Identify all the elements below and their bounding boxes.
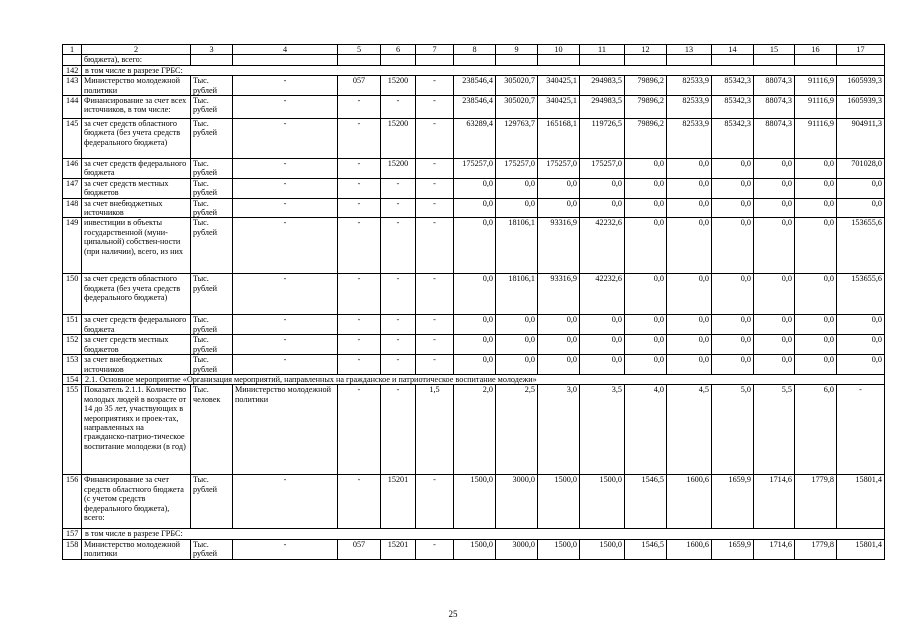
- row-number: 149: [63, 218, 82, 274]
- value-cell: 0,0: [712, 315, 754, 335]
- value-cell: 1500,0: [454, 475, 496, 529]
- value-cell: 0,0: [795, 355, 837, 375]
- value-cell: 18106,1: [496, 218, 538, 274]
- responsible-cell: -: [233, 178, 338, 198]
- value-cell: 2,0: [454, 385, 496, 475]
- value-cell: 0,0: [754, 274, 795, 315]
- row-number: 142: [63, 65, 82, 75]
- value-cell: 79896,2: [625, 76, 667, 96]
- value-cell: 0,0: [754, 355, 795, 375]
- unit-cell: Тыс. рублей: [191, 315, 233, 335]
- value-cell: 0,0: [625, 218, 667, 274]
- unit-cell: Тыс. рублей: [191, 539, 233, 559]
- table-row: [63, 385, 885, 475]
- row-label: бюджета), всего:: [82, 55, 191, 65]
- code-cell: -: [416, 198, 454, 218]
- value-cell: 0,0: [454, 218, 496, 274]
- value-cell: 0,0: [625, 355, 667, 375]
- value-cell: 0,0: [454, 178, 496, 198]
- row-number: [63, 55, 82, 65]
- code-cell: -: [338, 274, 381, 315]
- value-cell: 1659,9: [712, 475, 754, 529]
- code-cell: -: [381, 178, 416, 198]
- value-cell: 0,0: [538, 315, 580, 335]
- value-cell: 153655,6: [837, 218, 885, 274]
- column-number: 3: [191, 45, 233, 55]
- unit-cell: Тыс. рублей: [191, 159, 233, 179]
- responsible-cell: Министерство молодежной политики: [233, 385, 338, 475]
- value-cell: 3000,0: [496, 539, 538, 559]
- row-number: 145: [63, 119, 82, 159]
- value-cell: 0,0: [712, 218, 754, 274]
- value-cell: 0,0: [667, 274, 712, 315]
- table-row: [63, 65, 885, 75]
- code-cell: -: [338, 475, 381, 529]
- value-cell: 0,0: [795, 335, 837, 355]
- responsible-cell: -: [233, 475, 338, 529]
- code-cell: -: [416, 119, 454, 159]
- column-number: 15: [754, 45, 795, 55]
- code-cell: -: [338, 96, 381, 119]
- value-cell: 165168,1: [538, 119, 580, 159]
- value-cell: 0,0: [837, 315, 885, 335]
- row-number: 147: [63, 178, 82, 198]
- value-cell: 6,0: [795, 385, 837, 475]
- value-cell: 88074,3: [754, 96, 795, 119]
- table-row: [63, 198, 885, 218]
- value-cell: 0,0: [454, 315, 496, 335]
- code-cell: -: [416, 355, 454, 375]
- column-number: 1: [63, 45, 82, 55]
- code-cell: 15201: [381, 539, 416, 559]
- value-cell: [538, 55, 580, 65]
- code-cell: -: [381, 315, 416, 335]
- table-row: [63, 76, 885, 96]
- value-cell: 0,0: [837, 178, 885, 198]
- value-cell: [837, 55, 885, 65]
- responsible-cell: -: [233, 335, 338, 355]
- row-label: инвестиции в объекты государственной (муни-ципальной) собствен-ности (при наличии), всего, из них: [82, 218, 191, 274]
- value-cell: 42232,6: [580, 218, 625, 274]
- value-cell: 79896,2: [625, 96, 667, 119]
- code-cell: -: [381, 96, 416, 119]
- column-number: 17: [837, 45, 885, 55]
- code-cell: 15201: [381, 475, 416, 529]
- value-cell: 0,0: [712, 335, 754, 355]
- responsible-cell: -: [233, 274, 338, 315]
- unit-cell: Тыс. рублей: [191, 96, 233, 119]
- value-cell: 0,0: [580, 198, 625, 218]
- value-cell: 1600,6: [667, 475, 712, 529]
- value-cell: 5,5: [754, 385, 795, 475]
- value-cell: 79896,2: [625, 119, 667, 159]
- column-number: 13: [667, 45, 712, 55]
- value-cell: 0,0: [625, 178, 667, 198]
- value-cell: 15801,4: [837, 475, 885, 529]
- value-cell: 0,0: [538, 178, 580, 198]
- responsible-cell: -: [233, 76, 338, 96]
- row-label: за счет внебюджетных источников: [82, 355, 191, 375]
- value-cell: 153655,6: [837, 274, 885, 315]
- value-cell: 1714,6: [754, 539, 795, 559]
- value-cell: 0,0: [538, 335, 580, 355]
- value-cell: 82533,9: [667, 119, 712, 159]
- value-cell: 0,0: [454, 274, 496, 315]
- value-cell: 1714,6: [754, 475, 795, 529]
- code-cell: -: [416, 475, 454, 529]
- unit-cell: Тыс. рублей: [191, 76, 233, 96]
- value-cell: 88074,3: [754, 76, 795, 96]
- value-cell: 119726,5: [580, 119, 625, 159]
- value-cell: [667, 55, 712, 65]
- value-cell: 91116,9: [795, 76, 837, 96]
- column-number: 7: [416, 45, 454, 55]
- row-label: за счет средств федерального бюджета: [82, 315, 191, 335]
- code-cell: -: [381, 385, 416, 475]
- column-number: 12: [625, 45, 667, 55]
- unit-cell: Тыс. рублей: [191, 355, 233, 375]
- row-label: за счет внебюджетных источников: [82, 198, 191, 218]
- value-cell: 1605939,3: [837, 96, 885, 119]
- value-cell: 93316,9: [538, 218, 580, 274]
- value-cell: 0,0: [538, 355, 580, 375]
- column-number: 11: [580, 45, 625, 55]
- code-cell: [381, 55, 416, 65]
- column-number: 14: [712, 45, 754, 55]
- value-cell: 340425,1: [538, 76, 580, 96]
- unit-cell: Тыс. рублей: [191, 274, 233, 315]
- value-cell: 0,0: [454, 355, 496, 375]
- code-cell: 057: [338, 539, 381, 559]
- table-row: [63, 475, 885, 529]
- code-cell: -: [416, 178, 454, 198]
- column-number: 6: [381, 45, 416, 55]
- value-cell: 2,5: [496, 385, 538, 475]
- code-cell: -: [338, 315, 381, 335]
- code-cell: -: [381, 335, 416, 355]
- value-cell: 0,0: [496, 335, 538, 355]
- value-cell: 1779,8: [795, 475, 837, 529]
- value-cell: 88074,3: [754, 119, 795, 159]
- code-cell: 057: [338, 76, 381, 96]
- row-number: 158: [63, 539, 82, 559]
- column-number: 4: [233, 45, 338, 55]
- value-cell: [754, 55, 795, 65]
- row-number: 144: [63, 96, 82, 119]
- value-cell: 85342,3: [712, 119, 754, 159]
- responsible-cell: -: [233, 539, 338, 559]
- value-cell: 0,0: [580, 315, 625, 335]
- value-cell: 0,0: [667, 355, 712, 375]
- row-label: за счет средств местных бюджетов: [82, 178, 191, 198]
- header-row: [63, 45, 885, 55]
- row-label: Показатель 2.1.1. Количество молодых людей в возрасте от 14 до 35 лет, участвующих в мероприятиях и проек-тах, направленных на гражданско-патрио-тическое воспитание молодежи (в год): [82, 385, 191, 475]
- value-cell: 3,5: [580, 385, 625, 475]
- value-cell: -: [837, 385, 885, 475]
- value-cell: 0,0: [837, 355, 885, 375]
- responsible-cell: -: [233, 218, 338, 274]
- value-cell: 15801,4: [837, 539, 885, 559]
- row-number: 155: [63, 385, 82, 475]
- value-cell: 0,0: [712, 274, 754, 315]
- row-number: 153: [63, 355, 82, 375]
- value-cell: 175257,0: [538, 159, 580, 179]
- value-cell: 0,0: [754, 159, 795, 179]
- value-cell: 0,0: [667, 178, 712, 198]
- value-cell: 340425,1: [538, 96, 580, 119]
- row-label: Финансирование за счет средств областного бюджета (с учетом средств федерального бюджета), всего:: [82, 475, 191, 529]
- value-cell: 0,0: [454, 198, 496, 218]
- value-cell: [625, 55, 667, 65]
- value-cell: [712, 55, 754, 65]
- row-number: 152: [63, 335, 82, 355]
- value-cell: 0,0: [754, 335, 795, 355]
- value-cell: 0,0: [795, 274, 837, 315]
- code-cell: -: [416, 96, 454, 119]
- value-cell: 0,0: [795, 315, 837, 335]
- value-cell: [496, 55, 538, 65]
- value-cell: 0,0: [496, 178, 538, 198]
- unit-cell: Тыс. рублей: [191, 475, 233, 529]
- value-cell: 175257,0: [454, 159, 496, 179]
- code-cell: 15200: [381, 76, 416, 96]
- code-cell: -: [338, 385, 381, 475]
- value-cell: 0,0: [795, 198, 837, 218]
- value-cell: 294983,5: [580, 76, 625, 96]
- section-heading: в том числе в разрезе ГРБС:: [82, 529, 885, 539]
- responsible-cell: -: [233, 119, 338, 159]
- value-cell: 0,0: [754, 218, 795, 274]
- value-cell: 0,0: [454, 335, 496, 355]
- value-cell: 305020,7: [496, 96, 538, 119]
- unit-cell: Тыс. рублей: [191, 198, 233, 218]
- code-cell: 15200: [381, 119, 416, 159]
- value-cell: 1605939,3: [837, 76, 885, 96]
- code-cell: -: [381, 355, 416, 375]
- code-cell: [338, 55, 381, 65]
- value-cell: 4,0: [625, 385, 667, 475]
- value-cell: 1500,0: [538, 475, 580, 529]
- unit-cell: Тыс. рублей: [191, 178, 233, 198]
- value-cell: 294983,5: [580, 96, 625, 119]
- value-cell: 0,0: [496, 198, 538, 218]
- column-number: 16: [795, 45, 837, 55]
- code-cell: -: [381, 198, 416, 218]
- code-cell: -: [338, 218, 381, 274]
- row-number: 146: [63, 159, 82, 179]
- table-row: [63, 274, 885, 315]
- value-cell: 0,0: [625, 315, 667, 335]
- value-cell: 904911,3: [837, 119, 885, 159]
- value-cell: 0,0: [580, 355, 625, 375]
- value-cell: 4,5: [667, 385, 712, 475]
- value-cell: 0,0: [580, 178, 625, 198]
- responsible-cell: -: [233, 96, 338, 119]
- row-label: Министерство молодежной политики: [82, 76, 191, 96]
- table-row: [63, 315, 885, 335]
- table-row: [63, 539, 885, 559]
- value-cell: 1500,0: [454, 539, 496, 559]
- section-heading: 2.1. Основное мероприятие «Организация мероприятий, направленных на гражданское и патриотическое воспитание молодежи»: [82, 374, 885, 384]
- code-cell: -: [416, 274, 454, 315]
- unit-cell: Тыс. рублей: [191, 335, 233, 355]
- value-cell: [795, 55, 837, 65]
- code-cell: -: [338, 335, 381, 355]
- unit-cell: Тыс. рублей: [191, 119, 233, 159]
- responsible-cell: -: [233, 198, 338, 218]
- value-cell: 85342,3: [712, 76, 754, 96]
- value-cell: 129763,7: [496, 119, 538, 159]
- row-number: 157: [63, 529, 82, 539]
- value-cell: 0,0: [667, 159, 712, 179]
- code-cell: 1,5: [416, 385, 454, 475]
- value-cell: 238546,4: [454, 96, 496, 119]
- value-cell: 0,0: [754, 198, 795, 218]
- value-cell: 82533,9: [667, 96, 712, 119]
- value-cell: 0,0: [667, 315, 712, 335]
- row-number: 154: [63, 374, 82, 384]
- value-cell: 1500,0: [580, 475, 625, 529]
- section-heading: в том числе в разрезе ГРБС:: [82, 65, 885, 75]
- value-cell: 1546,5: [625, 475, 667, 529]
- code-cell: -: [381, 274, 416, 315]
- column-number: 5: [338, 45, 381, 55]
- value-cell: 0,0: [625, 159, 667, 179]
- value-cell: 238546,4: [454, 76, 496, 96]
- code-cell: -: [338, 178, 381, 198]
- unit-cell: Тыс. рублей: [191, 218, 233, 274]
- code-cell: -: [338, 198, 381, 218]
- value-cell: 0,0: [795, 218, 837, 274]
- value-cell: 5,0: [712, 385, 754, 475]
- responsible-cell: -: [233, 315, 338, 335]
- value-cell: 85342,3: [712, 96, 754, 119]
- table-row: [63, 119, 885, 159]
- value-cell: 93316,9: [538, 274, 580, 315]
- value-cell: [580, 55, 625, 65]
- value-cell: 1500,0: [538, 539, 580, 559]
- value-cell: 701028,0: [837, 159, 885, 179]
- row-number: 150: [63, 274, 82, 315]
- value-cell: 175257,0: [496, 159, 538, 179]
- table-row: [63, 218, 885, 274]
- code-cell: -: [381, 218, 416, 274]
- code-cell: [416, 55, 454, 65]
- table-row: [63, 159, 885, 179]
- value-cell: 0,0: [496, 355, 538, 375]
- code-cell: -: [338, 355, 381, 375]
- value-cell: 0,0: [625, 335, 667, 355]
- row-number: 156: [63, 475, 82, 529]
- value-cell: 82533,9: [667, 76, 712, 96]
- value-cell: 0,0: [837, 198, 885, 218]
- table-row: [63, 374, 885, 384]
- row-number: 148: [63, 198, 82, 218]
- value-cell: 0,0: [667, 218, 712, 274]
- row-label: Финансирование за счет всех источников, в том числе:: [82, 96, 191, 119]
- unit-cell: Тыс. человек: [191, 385, 233, 475]
- value-cell: 63289,4: [454, 119, 496, 159]
- row-number: 143: [63, 76, 82, 96]
- value-cell: 0,0: [625, 274, 667, 315]
- value-cell: 0,0: [837, 335, 885, 355]
- code-cell: -: [416, 539, 454, 559]
- row-label: за счет средств областного бюджета (без учета средств федерального бюджета): [82, 119, 191, 159]
- value-cell: 1546,5: [625, 539, 667, 559]
- row-number: 151: [63, 315, 82, 335]
- code-cell: -: [416, 335, 454, 355]
- code-cell: -: [416, 218, 454, 274]
- value-cell: 91116,9: [795, 119, 837, 159]
- page-number: 25: [448, 609, 458, 619]
- value-cell: 3,0: [538, 385, 580, 475]
- table-row: [63, 355, 885, 375]
- value-cell: 0,0: [712, 355, 754, 375]
- value-cell: 0,0: [712, 159, 754, 179]
- value-cell: 0,0: [580, 335, 625, 355]
- value-cell: 0,0: [754, 178, 795, 198]
- column-number: 8: [454, 45, 496, 55]
- responsible-cell: -: [233, 355, 338, 375]
- budget-table: [62, 44, 885, 560]
- value-cell: 0,0: [667, 198, 712, 218]
- code-cell: -: [416, 76, 454, 96]
- code-cell: -: [338, 119, 381, 159]
- value-cell: 0,0: [667, 335, 712, 355]
- table-row: [63, 96, 885, 119]
- column-number: 9: [496, 45, 538, 55]
- code-cell: -: [416, 159, 454, 179]
- value-cell: 18106,1: [496, 274, 538, 315]
- value-cell: [454, 55, 496, 65]
- value-cell: 0,0: [496, 315, 538, 335]
- value-cell: 1600,6: [667, 539, 712, 559]
- value-cell: 0,0: [795, 178, 837, 198]
- value-cell: 42232,6: [580, 274, 625, 315]
- column-number: 2: [82, 45, 191, 55]
- value-cell: 3000,0: [496, 475, 538, 529]
- responsible-cell: [233, 55, 338, 65]
- value-cell: 1659,9: [712, 539, 754, 559]
- value-cell: 1779,8: [795, 539, 837, 559]
- code-cell: -: [416, 315, 454, 335]
- table-row: [63, 178, 885, 198]
- value-cell: 0,0: [754, 315, 795, 335]
- column-number: 10: [538, 45, 580, 55]
- value-cell: 0,0: [538, 198, 580, 218]
- table-row: [63, 335, 885, 355]
- table-row: [63, 529, 885, 539]
- unit-cell: [191, 55, 233, 65]
- value-cell: 0,0: [795, 159, 837, 179]
- code-cell: -: [338, 159, 381, 179]
- value-cell: 0,0: [625, 198, 667, 218]
- table-row: [63, 55, 885, 65]
- value-cell: 175257,0: [580, 159, 625, 179]
- code-cell: 15200: [381, 159, 416, 179]
- row-label: за счет средств местных бюджетов: [82, 335, 191, 355]
- value-cell: 305020,7: [496, 76, 538, 96]
- responsible-cell: -: [233, 159, 338, 179]
- row-label: за счет средств областного бюджета (без учета средств федерального бюджета): [82, 274, 191, 315]
- value-cell: 1500,0: [580, 539, 625, 559]
- row-label: за счет средств федерального бюджета: [82, 159, 191, 179]
- row-label: Министерство молодежной политики: [82, 539, 191, 559]
- value-cell: 0,0: [712, 198, 754, 218]
- value-cell: 91116,9: [795, 96, 837, 119]
- value-cell: 0,0: [712, 178, 754, 198]
